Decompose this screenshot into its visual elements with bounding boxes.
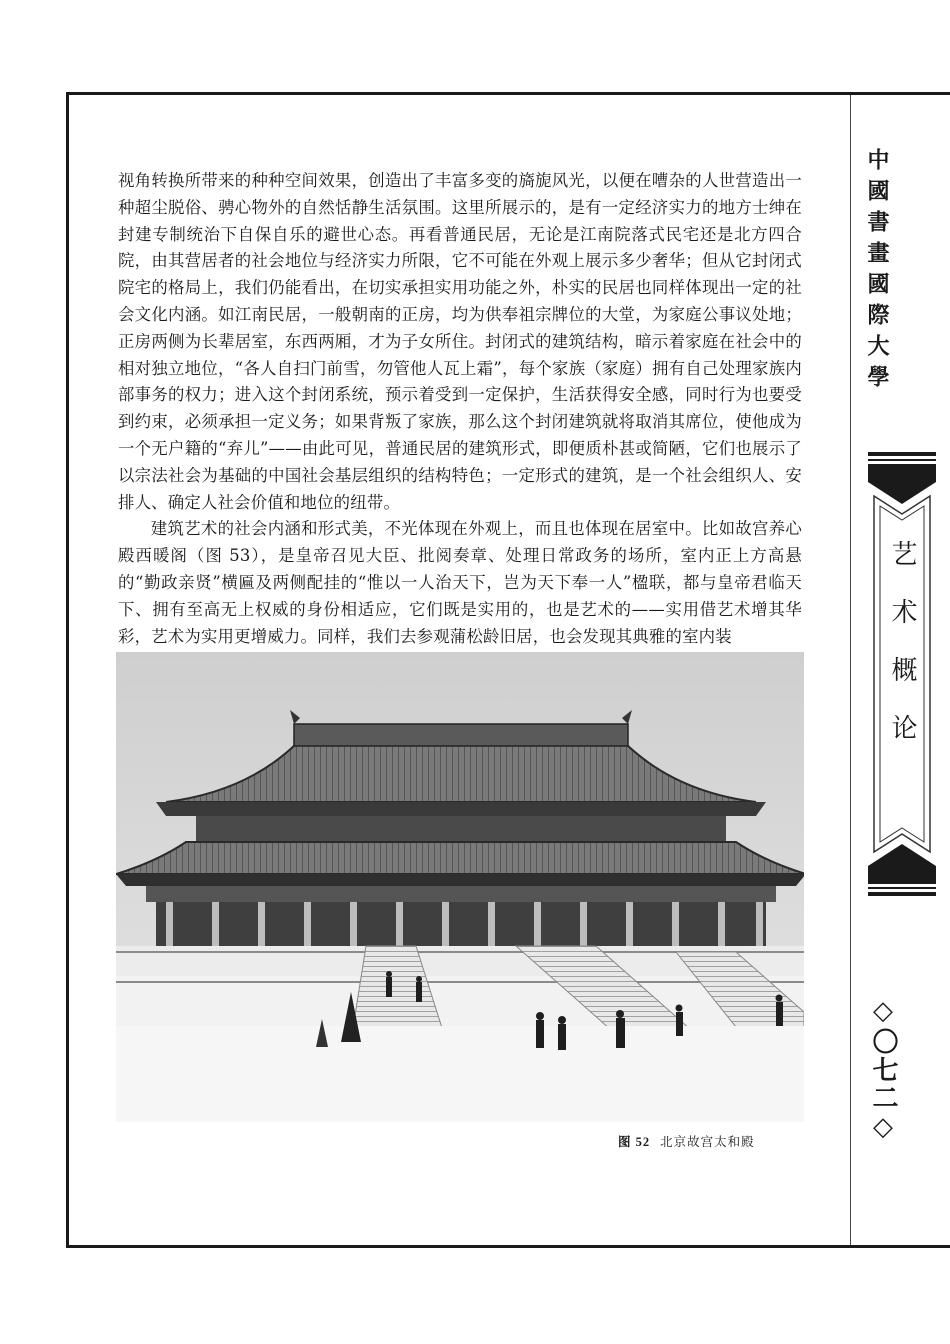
margin-divider xyxy=(850,95,851,1245)
figure-caption xyxy=(618,1132,755,1150)
paragraph-1: 视角转换所带来的种种空间效果，创造出了丰富多变的旖旎风光，以便在嘈杂的人世营造出一种超尘脱俗、骋心物外的自然恬静生活氛围。这里所展示的，是有一定经济实力的地方士绅在封建专制统治下自保自乐的避世心态。再看普通民居，无论是江南院落式民宅还是北方四合院，由其营居者的社会地位与经济实力所限，它不可能在外观上展示多少奢华；但从它封闭式院宅的格局上，我们仍能看出，在切实承担实用功能之外，朴实的民居也同样体现出一定的社会文化内涵。如江南民居，一般朝南的正房，均为供奉祖宗牌位的大堂，为家庭公事议处地；正房两侧为长辈居室，东西两厢，才为子女所住。封闭式的建筑结构，暗示着家庭在社会中的相对独立地位，“各人自扫门前雪，勿管他人瓦上霜”，每个家族（家庭）拥有自己处理家族内部事务的权力；进入这个封闭系统，预示着受到一定保护，生活获得安全感，同时行为也要受到约束，必须承担一定义务；如果背叛了家族，那么这个封闭建筑就将取消其席位，使他成为一个无户籍的“弃儿”——由此可见，普通民居的建筑形式，即便质朴甚或简陋，它们也展示了以宗法社会为基础的中国社会基层组织的结构特色；一定形式的建筑，是一个社会组织人、安排人、确定人社会价值和地位的纽带。 xyxy=(118,171,802,512)
book-title: 艺术概论 xyxy=(887,540,917,772)
paragraph-2: 建筑艺术的社会内涵和形式美，不光体现在外观上，而且也体现在居室中。比如故宫养心殿西暖阁（图 53），是皇帝召见大臣、批阅奏章、处理日常政务的场所，室内正上方高悬的“勤政亲贤”横匾及两侧配挂的“惟以一人治天下，岂为天下奉一人”楹联，都与皇帝君临天下、拥有至高无上权威的身份相适应，它们既是实用的，也是艺术的——实用借艺术增其华彩，艺术为实用更增威力。同样，我们去参观蒲松龄旧居，也会发现其典雅的室内装 xyxy=(118,519,802,646)
body-text xyxy=(118,168,802,650)
figure-number: 图 52 xyxy=(618,1135,651,1149)
university-name: 中國書畫國際大學 xyxy=(864,148,889,396)
figure-caption-text: 北京故宫太和殿 xyxy=(660,1134,755,1149)
page-number: ◇〇七二◇ xyxy=(868,996,898,1144)
palace-photo xyxy=(116,652,804,1122)
